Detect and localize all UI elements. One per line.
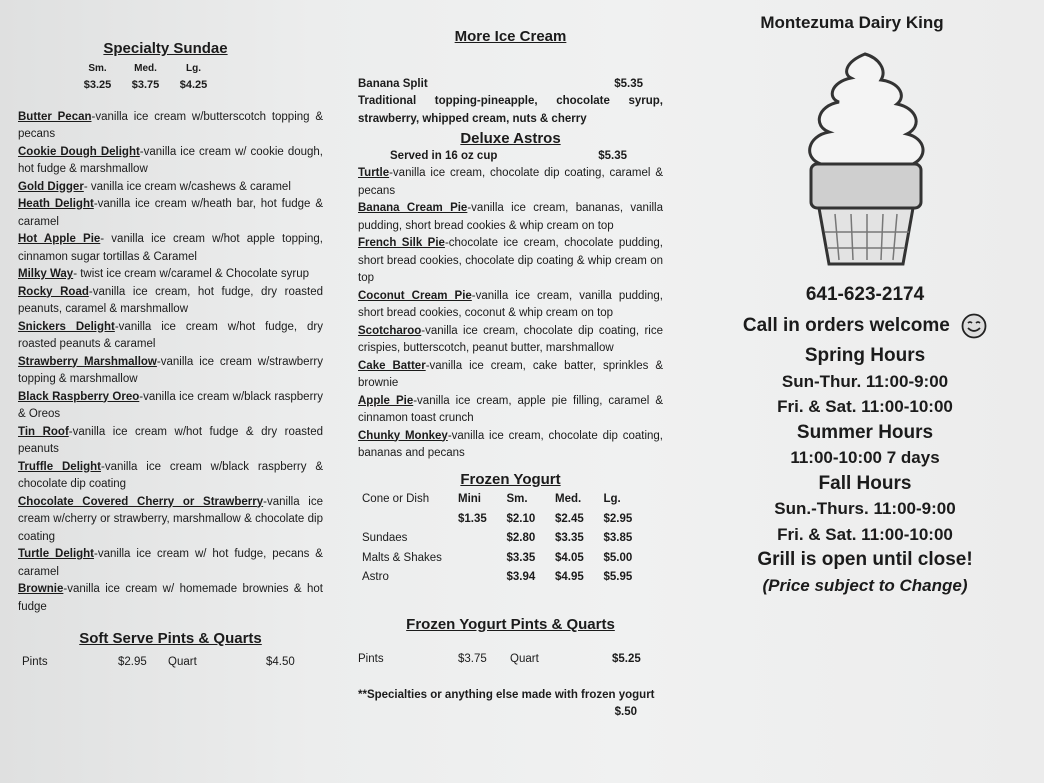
deluxe-astros-heading: Deluxe Astros — [460, 130, 561, 147]
frozen-yogurt-table — [360, 490, 650, 588]
menu-item — [358, 393, 663, 428]
price-subject-note: (Price subject to Change) — [762, 575, 968, 595]
size-medium: Med. $3.75 — [131, 62, 160, 91]
menu-item — [18, 494, 323, 547]
menu-item-desc: -vanilla ice cream, chocolate dip coating, rice crispies, butterscotch, peanut butter, marshmallow — [358, 324, 663, 354]
yogurt-quart-price: $5.25 — [612, 653, 641, 665]
yogurt-col-sm: Sm. — [506, 493, 528, 505]
menu-item-desc: - vanilla ice cream w/cashews & caramel — [83, 180, 291, 193]
menu-item-name: Coconut Cream Pie — [358, 289, 472, 302]
menu-item-name: Cookie Dough Delight — [18, 145, 140, 158]
menu-item-desc: -chocolate ice cream, chocolate pudding, short bread cookies, chocolate dip coating & whip cream on top — [358, 237, 663, 284]
menu-item — [358, 358, 663, 393]
astros-served: Served in 16 oz cup — [390, 149, 498, 162]
menu-item — [18, 284, 323, 319]
soft-serve-heading: Soft Serve Pints & Quarts — [79, 630, 262, 647]
soft-quart-price: $4.50 — [266, 655, 295, 668]
menu-item-name: French Silk Pie — [358, 237, 445, 249]
menu-item-name: Apple Pie — [358, 394, 414, 407]
menu-item-desc: -vanilla ice cream w/hot fudge, dry roasted peanuts & caramel — [18, 320, 323, 350]
menu-item — [358, 235, 663, 288]
yogurt-pints-prices — [358, 651, 663, 669]
astros-list — [358, 165, 663, 463]
spring-hours-2: Fri. & Sat. 11:00-10:00 — [777, 397, 953, 416]
yogurt-pints-heading: Frozen Yogurt Pints & Quarts — [406, 615, 615, 633]
menu-item-name: Chunky Monkey — [358, 429, 448, 442]
size-large: Lg. $4.25 — [179, 62, 208, 91]
soft-serve-prices — [18, 654, 323, 672]
menu-item-name: Tin Roof — [18, 425, 69, 438]
menu-item — [18, 581, 323, 616]
menu-item — [18, 144, 323, 179]
menu-item-name: Strawberry Marshmallow — [18, 355, 157, 368]
store-name: Montezuma Dairy King — [760, 13, 944, 32]
banana-split-desc: Traditional topping-pineapple, chocolate syrup, strawberry, whipped cream, nuts & cherry — [358, 95, 663, 125]
menu-item — [18, 354, 323, 389]
menu-item-desc: -vanilla ice cream w/heath bar, hot fudge & caramel — [18, 198, 323, 228]
menu-item-desc: -vanilla ice cream w/hot fudge & dry roasted peanuts — [18, 425, 323, 455]
menu-item-name: Banana Cream Pie — [358, 202, 468, 214]
summer-hours-title: Summer Hours — [796, 421, 934, 443]
menu-item-desc: -vanilla ice cream, bananas, vanilla pudding, short bread cookies & whip cream on top — [358, 202, 664, 232]
menu-item — [18, 546, 323, 581]
menu-item-desc: -vanilla ice cream w/ homemade brownies & hot fudge — [18, 583, 323, 613]
menu-item-name: Heath Delight — [18, 198, 94, 210]
fall-hours-2: Fri. & Sat. 11:00-10:00 — [777, 524, 953, 544]
info-column — [700, 14, 1030, 594]
call-in-line — [700, 313, 1030, 339]
summer-hours-1: 11:00-10:00 7 days — [790, 448, 940, 467]
menu-item — [358, 288, 663, 323]
menu-item — [18, 266, 323, 284]
menu-item-desc: -vanilla ice cream w/butterscotch topping & pecans — [18, 110, 323, 140]
spring-hours-1: Sun-Thur. 11:00-9:00 — [781, 371, 949, 391]
astros-served-row — [358, 148, 663, 166]
soft-pints-price: $2.95 — [118, 655, 147, 668]
menu-item-desc: -vanilla ice cream, vanilla pudding, short bread cookies, coconut & whip cream on top — [358, 289, 663, 319]
menu-item — [358, 428, 663, 463]
banana-split-name: Banana Split — [358, 77, 428, 90]
smiley-icon — [961, 313, 987, 339]
phone-number: 641-623-2174 — [805, 283, 925, 305]
yogurt-note-price: $.50 — [614, 706, 637, 718]
more-ice-cream-heading: More Ice Cream — [454, 28, 567, 45]
menu-item — [18, 459, 323, 494]
call-in-text: Call in orders welcome — [742, 315, 950, 337]
banana-split-row — [358, 76, 663, 94]
yogurt-col-med: Med. — [555, 493, 582, 505]
menu-item-name: Turtle Delight — [18, 548, 95, 560]
size-small: Sm. $3.25 — [83, 62, 112, 91]
menu-item-desc: -vanilla ice cream, apple pie filling, caramel & cinnamon toast crunch — [358, 394, 663, 424]
menu-item — [18, 424, 323, 459]
menu-item-name: Gold Digger — [18, 180, 84, 193]
menu-item-desc: -vanilla ice cream w/ cookie dough, hot fudge & marshmallow — [18, 145, 323, 175]
menu-item-name: Turtle — [358, 167, 390, 179]
menu-item-desc: - vanilla ice cream w/hot apple topping, cinnamon sugar tortillas & Caramel — [18, 233, 323, 263]
menu-item-name: Truffle Delight — [18, 460, 101, 473]
menu-item-desc: -vanilla ice cream w/black raspberry & Oreos — [18, 390, 323, 420]
yogurt-note — [358, 687, 663, 718]
menu-item-name: Brownie — [18, 583, 64, 595]
menu-item-name: Hot Apple Pie — [18, 233, 101, 245]
menu-item-desc: -vanilla ice cream, chocolate dip coating, bananas and pecans — [358, 429, 664, 459]
menu-item — [18, 179, 323, 197]
yogurt-pints-label: Pints — [358, 653, 384, 665]
menu-item-desc: -vanilla ice cream, hot fudge, dry roasted peanuts, caramel & marshmallow — [18, 285, 323, 315]
yogurt-col-lg: Lg. — [603, 493, 621, 505]
middle-column — [358, 28, 663, 722]
specialty-list — [18, 109, 323, 617]
astros-price: $5.35 — [598, 149, 627, 162]
menu-item-desc: -vanilla ice cream, chocolate dip coating, caramel & pecans — [358, 167, 663, 197]
yogurt-quart-label: Quart — [510, 653, 539, 665]
ice-cream-cone-icon — [795, 42, 935, 272]
menu-item — [358, 165, 663, 200]
menu-item — [358, 200, 663, 235]
specialty-column — [18, 40, 323, 671]
yogurt-note-text: **Specialties or anything else made with frozen yogurt — [358, 688, 655, 701]
menu-item — [18, 389, 323, 424]
menu-item — [18, 231, 323, 266]
soft-quart-label: Quart — [168, 655, 197, 668]
grill-notice: Grill is open until close! — [757, 549, 973, 570]
yogurt-col-mini: Mini — [458, 493, 481, 505]
menu-item-desc: -vanilla ice cream w/black raspberry & chocolate dip coating — [18, 460, 323, 490]
menu-item — [18, 319, 323, 354]
yogurt-row: Sundaes $2.80 $3.35 $3.85 — [362, 532, 633, 544]
yogurt-row: Astro $3.94 $4.95 $5.95 — [362, 571, 633, 583]
menu-item-name: Milky Way — [18, 268, 74, 280]
spring-hours-title: Spring Hours — [804, 345, 926, 366]
yogurt-pints-price: $3.75 — [458, 653, 487, 665]
menu-item-name: Black Raspberry Oreo — [18, 390, 140, 403]
yogurt-header-row — [360, 490, 650, 510]
menu-item-name: Cake Batter — [358, 359, 426, 372]
soft-pints-label: Pints — [22, 655, 48, 668]
menu-item — [358, 323, 663, 358]
menu-item-name: Scotcharoo — [358, 324, 422, 337]
menu-item-desc: -vanilla ice cream w/strawberry topping & marshmallow — [18, 355, 323, 385]
menu-item-desc: - twist ice cream w/caramel & Chocolate syrup — [73, 268, 310, 280]
menu-item-name: Snickers Delight — [18, 320, 115, 333]
specialty-sizes — [0, 60, 323, 95]
menu-item-name: Butter Pecan — [18, 110, 92, 123]
banana-split-price: $5.35 — [614, 77, 643, 90]
menu-item-desc: -vanilla ice cream w/cherry or strawberry, marshmallow & chocolate dip coating — [18, 495, 324, 543]
yogurt-col-cone: Cone or Dish — [362, 493, 430, 505]
menu-item-name: Rocky Road — [18, 285, 89, 298]
fall-hours-title: Fall Hours — [818, 472, 912, 494]
menu-item-desc: -vanilla ice cream w/ hot fudge, pecans & caramel — [18, 548, 323, 578]
yogurt-row: $1.35 $2.10 $2.45 $2.95 — [458, 512, 633, 525]
menu-item-name: Chocolate Covered Cherry or Strawberry — [18, 495, 264, 508]
menu-item — [18, 109, 323, 144]
menu-item — [18, 196, 323, 231]
specialty-sundae-heading: Specialty Sundae — [103, 40, 228, 57]
yogurt-row: Malts & Shakes $3.35 $4.05 $5.00 — [362, 551, 633, 564]
menu-item-desc: -vanilla ice cream, cake batter, sprinkles & brownie — [358, 359, 663, 389]
frozen-yogurt-heading: Frozen Yogurt — [460, 470, 561, 488]
fall-hours-1: Sun.-Thurs. 11:00-9:00 — [774, 499, 956, 518]
